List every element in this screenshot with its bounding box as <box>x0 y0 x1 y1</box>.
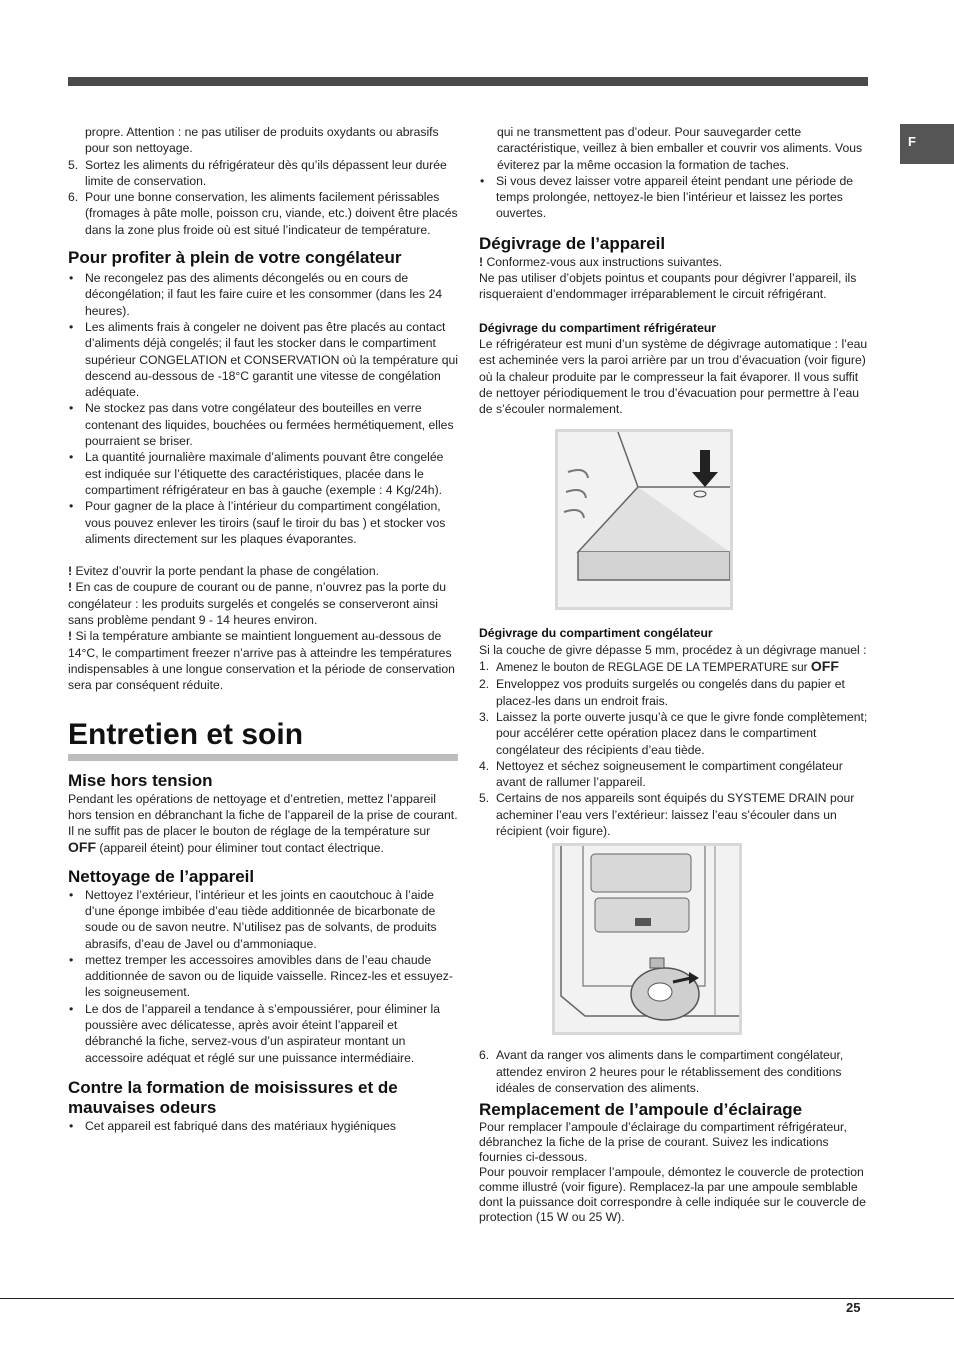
list-item: • La quantité journalière maximale d’aliments pouvant être congelée est indiquée sur l’étiquette des caractéristiques, placée dans le compartiment réfrigérateur en bas à gauche (exemple : 4 Kg/24h). <box>69 450 444 497</box>
fridge-drain-illustration <box>558 432 730 607</box>
intro-continuation: propre. Attention : ne pas utiliser de produits oxydants ou abrasifs pour son nettoyage. <box>85 125 439 156</box>
off-label: OFF <box>810 658 839 675</box>
list-item <box>68 189 458 238</box>
congel-steps-cont <box>479 1047 869 1096</box>
item-text: Certains de nos appareils sont équipés du SYSTEME DRAIN pour acheminer l’eau vers l’extérieur: laissez l’eau s’écouler dans un récipient (voir figure). <box>496 791 855 839</box>
list-item <box>68 157 458 190</box>
moisissures-continuation: qui ne transmettent pas d’odeur. Pour sauvegarder cette caractéristique, veillez à bien emballer et couvrir vos aliments. Vous éviterez par la même occasion la formation de taches. <box>497 125 863 172</box>
item-text: mettez tremper les accessoires amovibles dans de l’eau chaude additionnée de savon ou de liquide vaisselle. Rincez-les et essuyez-les soigneusement. <box>85 952 453 1000</box>
moisissures-list-cont <box>479 173 869 222</box>
list-item: • Les aliments frais à congeler ne doivent pas être placés au contact d’aliments déjà congelés; il faut les stocker dans le compartiment supérieur CONGELATION et CONSERVATION où la température qui descend au-dessous de -18°C garantit une vitesse de congélation adéquate. <box>69 319 458 400</box>
page-number: 25 <box>846 1300 861 1315</box>
warning-mark: ! <box>68 580 73 595</box>
refrig-text: Le réfrigérateur est muni d’un système de dégivrage automatique : l’eau est acheminée vers la paroi arrière par un trou d’évacuation (voir figure) où la chaleur produite par le compresseur la fait évaporer. Il vous suffit de nettoyer périodiquement le trou d’évacuation pour permettre à l’eau de s’écouler normalement. <box>479 336 868 417</box>
ampoule-text: Pour remplacer l’ampoule d’éclairage du compartiment réfrigérateur, débranchez la fiche de la prise de courant. Suivez les indications fournies ci-dessous. <box>479 1120 847 1165</box>
freezer-list <box>68 270 458 547</box>
item-text: Enveloppez vos produits surgelés ou congelés dans du papier et placez-les dans un endroit frais. <box>496 677 845 708</box>
item-text: Le dos de l’appareil a tendance à s’empoussiérer, pour éliminer la poussière avec délicatesse, après avoir éteint l’appareil et débranché la fiche, servez-vous d’un aspirateur montant un accessoire adéquat et réglé sur une puissance intermédiaire. <box>85 1001 441 1065</box>
list-item: • Ne recongelez pas des aliments décongelés ou en cours de décongélation; il faut les faire cuire et les consommer (dans les 24 heures). <box>69 271 443 318</box>
language-tab <box>900 124 954 164</box>
item-text: Ne recongelez pas des aliments décongelés ou en cours de décongélation; il faut les faire cuire et les consommer (dans les 24 heures). <box>85 271 443 318</box>
congel-steps <box>479 658 869 839</box>
item-text: Cet appareil est fabriqué dans des matériaux hygiéniques <box>85 1118 396 1133</box>
list-item <box>479 790 869 839</box>
figure-freezer-drain <box>552 843 742 1035</box>
right-column <box>479 124 869 1225</box>
figure-fridge-drain <box>555 429 733 610</box>
list-item <box>479 676 869 709</box>
moisissures-list <box>68 1118 458 1134</box>
footer-rule <box>0 1298 954 1299</box>
item-number: 1. <box>479 659 490 674</box>
warning-note <box>68 579 458 628</box>
list-item <box>479 758 869 791</box>
item-number: 5. <box>479 791 490 806</box>
list-item: • Le dos de l’appareil a tendance à s’empoussiérer, pour éliminer la poussière avec délicatesse, après avoir éteint l’appareil et débranché la fiche, servez-vous d’un aspirateur montant un accessoire adéquat et réglé sur une puissance intermédiaire. <box>69 1001 441 1065</box>
congel-text: Si la couche de givre dépasse 5 mm, procédez à un dégivrage manuel : <box>479 642 867 657</box>
item-text: La quantité journalière maximale d’aliments pouvant être congelée est indiquée sur l’étiquette des caractéristiques, placée dans le compartiment réfrigérateur en bas à gauche (exemple : 4 Kg/24h). <box>85 450 444 497</box>
ampoule-heading: Remplacement de l’ampoule d’éclairage <box>479 1100 803 1120</box>
main-title: Entretien et soin <box>68 718 458 761</box>
item-number: 5. <box>68 157 79 172</box>
degivrage-heading: Dégivrage de l’appareil <box>479 233 666 253</box>
mise-text <box>68 791 458 857</box>
list-item <box>479 658 869 676</box>
degivrage-text: Ne pas utiliser d’objets pointus et coupants pour dégivrer l’appareil, ils risqueraient d’endommager irréparablement le circuit réfrigérant. <box>479 271 857 302</box>
refrig-subheading: Dégivrage du compartiment réfrigérateur <box>479 320 717 335</box>
item-number: 6. <box>68 190 79 205</box>
item-text: Les aliments frais à congeler ne doivent pas être placés au contact d’aliments déjà congelés; il faut les stocker dans le compartiment supérieur CONGELATION et CONSERVATION où la température qui descend au-dessous de -18°C garantit une vitesse de congélation adéquate. <box>85 319 458 400</box>
moisissures-heading: Contre la formation de moisissures et de mauvaises odeurs <box>68 1077 398 1117</box>
mise-text-after: (appareil éteint) pour éliminer tout contact électrique. <box>99 841 384 856</box>
item-text: Pour gagner de la place à l’intérieur du compartiment congélation, vous pouvez enlever les tiroirs (sauf le tiroir du bas ) et stocker vos aliments directement sur les plaques évaporantes. <box>85 499 446 546</box>
warning-text: Evitez d’ouvrir la porte pendant la phase de congélation. <box>75 564 379 579</box>
item-text: Pour une bonne conservation, les aliments facilement périssables (fromages à pâte molle, poisson cru, viande, etc.) doivent être placés dans la zone plus froide où est situé l’indicateur de température. <box>85 190 458 237</box>
list-item <box>479 1047 869 1096</box>
congel-subheading: Dégivrage du compartiment congélateur <box>479 626 713 641</box>
item-number: 4. <box>479 758 490 773</box>
warning-mark: ! <box>68 629 73 644</box>
warning-mark: ! <box>479 254 484 269</box>
list-item: • Si vous devez laisser votre appareil éteint pendant une période de temps prolongée, nettoyez-le bien l’intérieur et laissez les portes ouvertes. <box>480 173 854 221</box>
mise-heading: Mise hors tension <box>68 770 213 790</box>
warning-text: En cas de coupure de courant ou de panne, n’ouvrez pas la porte du congélateur : les produits surgelés et congelés se conserveront ainsi sans problème pendant 9 - 14 heures environ. <box>68 580 447 628</box>
list-item: • Ne stockez pas dans votre congélateur des bouteilles en verre contenant des liquides, bouchées ou fermées hermétiquement, elles pourraient se briser. <box>69 401 454 449</box>
warning-note <box>68 628 458 693</box>
item-text: Si vous devez laisser votre appareil éteint pendant une période de temps prolongée, nettoyez-le bien l’intérieur et laissez les portes ouvertes. <box>496 173 854 221</box>
intro-list <box>68 157 458 238</box>
item-number: 2. <box>479 677 490 692</box>
item-text: Laissez la porte ouverte jusqu’à ce que le givre fonde complètement; pour accélérer cette opération placez dans le compartiment congélateur des récipients d’eau tiède. <box>496 709 868 757</box>
ampoule-text-2: Pour pouvoir remplacer l’ampoule, démontez le couvercle de protection comme illustré (voir figure). Remplacez-la par une ampoule semblable dont la puissance doit correspondre à celle indiquée sur le couvercle de protection (15 W ou 25 W). <box>479 1165 866 1225</box>
item-text: Sortez les aliments du réfrigérateur dès qu’ils dépassent leur durée limite de conservation. <box>85 157 447 188</box>
freezer-drain-illustration <box>555 846 739 1032</box>
freezer-heading: Pour profiter à plein de votre congélateur <box>68 248 402 268</box>
item-text: Ne stockez pas dans votre congélateur des bouteilles en verre contenant des liquides, bouchées ou fermées hermétiquement, elles pourraient se briser. <box>85 401 454 449</box>
left-column <box>68 124 458 1134</box>
language-code: F <box>908 134 916 149</box>
list-item: • Pour gagner de la place à l’intérieur du compartiment congélation, vous pouvez enlever les tiroirs (sauf le tiroir du bas ) et stocker vos aliments directement sur les plaques évaporantes. <box>69 499 446 546</box>
item-text: Avant da ranger vos aliments dans le compartiment congélateur, attendez environ 2 heures pour le rétablissement des conditions idéales de conservation des aliments. <box>496 1048 844 1095</box>
nettoyage-list <box>68 887 458 1066</box>
item-text: Nettoyez l’extérieur, l’intérieur et les joints en caoutchouc à l’aide d’une éponge imbibée d’eau tiède additionnée de bicarbonate de soude ou de savon neutre. N’utilisez pas de solvants, de produits abrasifs, d’eau de Javel ou d’ammoniaque. <box>85 887 437 951</box>
warnings <box>68 563 458 693</box>
degivrage-warning <box>479 254 869 270</box>
list-item: • Cet appareil est fabriqué dans des matériaux hygiéniques <box>69 1118 396 1133</box>
off-label: OFF <box>68 839 96 856</box>
warning-text: Si la température ambiante se maintient longuement au-dessous de 14°C, le compartiment freezer n’arrive pas à atteindre les températures indispensables à une longue conservation et la période de conservation sera par conséquent réduite. <box>68 629 455 693</box>
item-number: 3. <box>479 709 490 724</box>
warning-mark: ! <box>68 564 73 579</box>
item-number: 6. <box>479 1048 490 1063</box>
list-item: • mettez tremper les accessoires amovibles dans de l’eau chaude additionnée de savon ou de liquide vaisselle. Rincez-les et essuyez-les soigneusement. <box>69 952 453 1000</box>
item-text: Amenez le bouton de REGLAGE DE LA TEMPERATURE sur <box>496 662 808 675</box>
list-item <box>479 709 869 758</box>
list-item: • Nettoyez l’extérieur, l’intérieur et les joints en caoutchouc à l’aide d’une éponge imbibée d’eau tiède additionnée de bicarbonate de soude ou de savon neutre. N’utilisez pas de solvants, de produits abrasifs, d’eau de Javel ou d’ammoniaque. <box>69 887 437 951</box>
warning-note <box>68 563 458 579</box>
warning-text: Conformez-vous aux instructions suivantes. <box>486 254 723 269</box>
nettoyage-heading: Nettoyage de l’appareil <box>68 866 255 886</box>
header-rule <box>68 77 868 86</box>
item-text: Nettoyez et séchez soigneusement le compartiment congélateur avant de rallumer l’appareil. <box>496 758 843 790</box>
mise-text-before: Pendant les opérations de nettoyage et d’entretien, mettez l’appareil hors tension en débranchant la fiche de l’appareil de la prise de courant. Il ne suffit pas de placer le bouton de réglage de la température sur <box>68 791 458 839</box>
